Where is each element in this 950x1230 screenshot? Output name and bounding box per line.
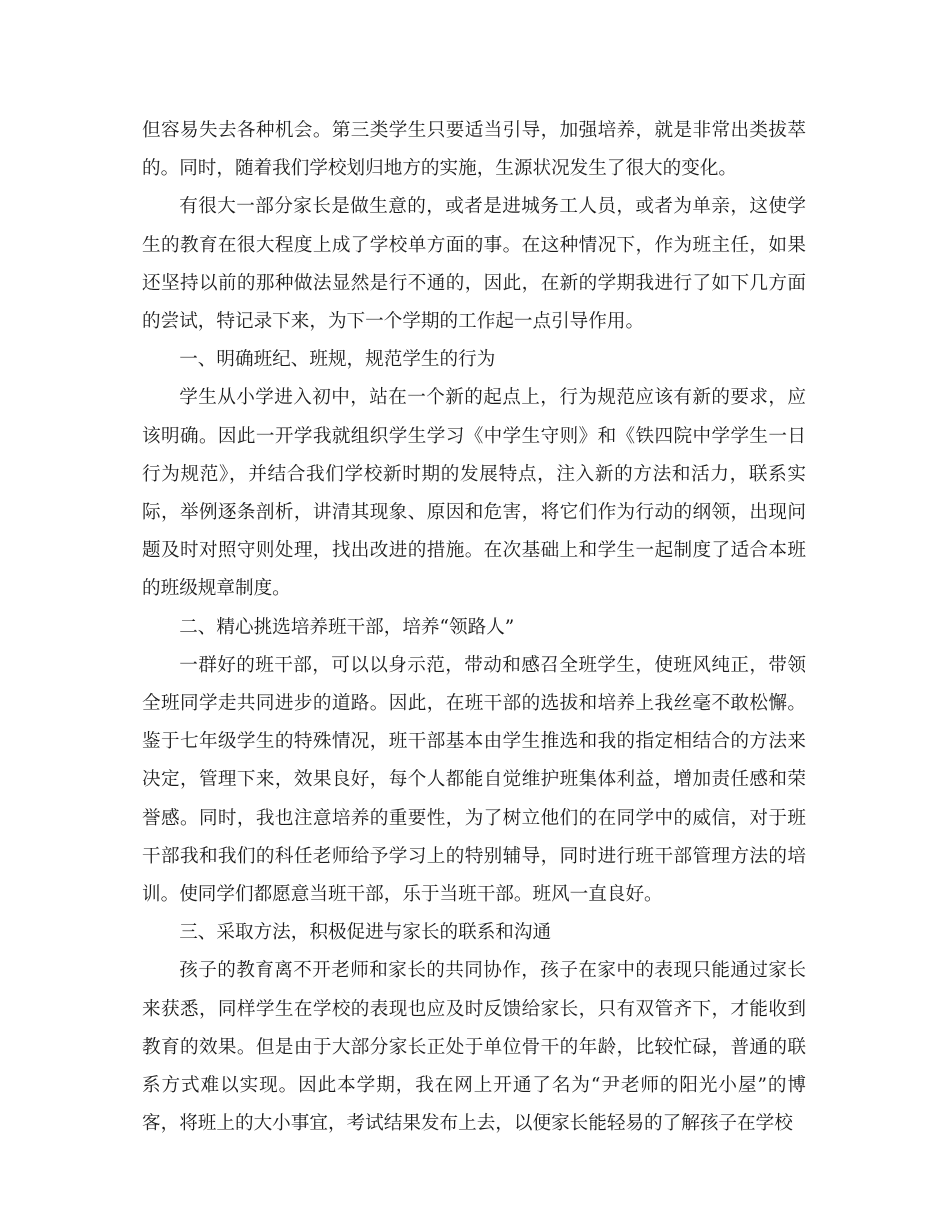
section-heading-3: 三、采取方法，积极促进与家长的联系和沟通: [179, 922, 552, 944]
paragraph: 有很大一部分家长是做生意的，或者是进城务工人员，或者为单亲，这使学生的教育在很大程度上成了学校单方面的事。在这种情况下，作为班主任，如果还坚持以前的那种做法显然是行不通的，因此，在新的学期我进行了如下几方面的尝试，特记录下来，为下一个学期的工作起一点引导作用。: [142, 196, 806, 333]
paragraph-continuation: 但容易失去各种机会。第三类学生只要适当引导，加强培养，就是非常出类拔萃的。同时，随着我们学校划归地方的实施，生源状况发生了很大的变化。: [142, 120, 806, 180]
section-heading-2: 二、精心挑选培养班干部，培养“领路人”: [179, 616, 515, 638]
paragraph: 一群好的班干部，可以以身示范，带动和感召全班学生，使班风纯正，带领全班同学走共同进步的道路。因此，在班干部的选拔和培养上我丝毫不敢松懈。鉴于七年级学生的特殊情况，班干部基本由学生推选和我的指定相结合的方法来决定，管理下来，效果良好，每个人都能自觉维护班集体利益，增加责任感和荣誉感。同时，我也注意培养的重要性，为了树立他们的在同学中的威信，对于班干部我和我们的科任老师给予学习上的特别辅导，同时进行班干部管理方法的培训。使同学们都愿意当班干部，乐于当班干部。班风一直良好。: [142, 654, 806, 906]
section-heading-1: 一、明确班纪、班规，规范学生的行为: [179, 349, 496, 371]
document-body: [142, 112, 806, 1143]
paragraph: 学生从小学进入初中，站在一个新的起点上，行为规范应该有新的要求，应该明确。因此一开学我就组织学生学习《中学生守则》和《铁四院中学学生一日行为规范》，并结合我们学校新时期的发展特点，注入新的方法和活力，联系实际，举例逐条剖析，讲清其现象、原因和危害，将它们作为行动的纲领，出现问题及时对照守则处理，找出改进的措施。在次基础上和学生一起制度了适合本班的班级规章制度。: [142, 387, 806, 600]
paragraph: 孩子的教育离不开老师和家长的共同协作，孩子在家中的表现只能通过家长来获悉，同样学生在学校的表现也应及时反馈给家长，只有双管齐下，才能收到教育的效果。但是由于大部分家长正处于单位骨干的年龄，比较忙碌，普通的联系方式难以实现。因此本学期，我在网上开通了名为“尹老师的阳光小屋”的博客，将班上的大小事宜，考试结果发布上去，以便家长能轻易的了解孩子在学校: [142, 960, 806, 1135]
